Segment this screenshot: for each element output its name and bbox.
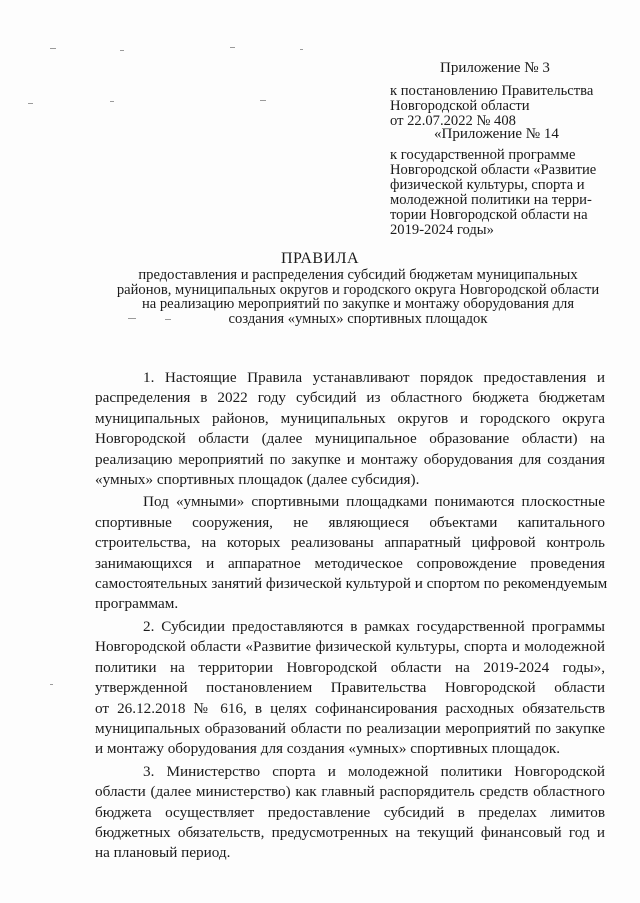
subtitle-line: создания «умных» спортивных площадок: [228, 310, 488, 327]
appendix-14-label: «Приложение № 14: [434, 126, 559, 142]
scan-artifact: [230, 47, 235, 48]
text-line: Новгородской области «Развитие физической культуры, спорта и молодежной: [95, 638, 605, 656]
program-reference: [390, 148, 620, 238]
text-line: бюджетных обязательств, предусмотренных на текущий финансовый год и: [95, 823, 605, 841]
paragraph-1: [95, 368, 605, 490]
text-line: от 26.12.2018 № 616, в целях софинансирования расходных обязательств: [95, 699, 605, 717]
text-line: спортивные сооружения, не являющиеся объектами капитального: [95, 513, 605, 531]
text-line: «умных» спортивных площадок (далее субсидия).: [95, 471, 420, 489]
text-line: самостоятельных занятий физической культурой и спортом по рекомендуемым: [95, 575, 608, 593]
program-line: тории Новгородской области на: [390, 207, 588, 223]
text-line: 2. Субсидии предоставляются в рамках государственной программы: [143, 617, 605, 635]
text-line: программам.: [95, 595, 179, 613]
program-line: физической культуры, спорта и: [390, 177, 585, 193]
text-line: распределения в 2022 году субсидий из областного бюджета бюджетам: [95, 389, 605, 407]
text-line: утвержденной постановлением Правительства Новгородской области: [95, 679, 605, 697]
decree-reference: [390, 84, 620, 129]
text-line: муниципальных образований области по реализации мероприятий по закупке: [95, 719, 605, 737]
paragraph-3: [95, 617, 605, 760]
scan-artifact: [50, 48, 56, 49]
text-line: на плановый период.: [95, 844, 231, 862]
subtitle-line: на реализацию мероприятий по закупке и монтажу оборудования для: [141, 296, 575, 313]
text-line: политики на территории Новгородской области на 2019-2024 годы»,: [95, 658, 605, 676]
appendix-number: Приложение № 3: [440, 60, 550, 76]
paragraph-4: [95, 762, 605, 864]
paragraph-2: [95, 492, 608, 614]
program-line: молодежной политики на терри-: [390, 192, 592, 208]
text-line: занимающихся и аппаратное методическое сопровождение проведения: [95, 554, 605, 572]
text-line: бюджета осуществляет предоставление субсидий в пределах лимитов: [95, 803, 605, 821]
scan-artifact: [260, 100, 266, 101]
subtitle-line: районов, муниципальных округов и городского округа Новгородской области: [116, 281, 600, 298]
text-line: реализацию мероприятий по закупке и монтажу оборудования для создания: [95, 450, 605, 468]
text-line: Новгородской области (далее муниципальное образование области) на: [95, 430, 605, 448]
text-line: строительства, на которых реализованы аппаратный цифровой контроль: [95, 534, 605, 552]
document-subtitle: [110, 268, 606, 326]
scan-artifact: [120, 50, 124, 51]
text-line: области (далее министерство) как главный распорядитель средств областного: [95, 783, 605, 801]
decree-line: Новгородской области: [390, 98, 530, 114]
decree-line: от 22.07.2022 № 408: [390, 113, 516, 129]
text-line: Под «умными» спортивными площадками понимаются плоскостные: [143, 493, 605, 511]
text-line: и монтажу оборудования для создания «умных» спортивных площадок.: [95, 740, 561, 758]
program-line: к государственной программе: [390, 147, 576, 163]
decree-line: к постановлению Правительства: [390, 83, 594, 99]
scan-artifact: [110, 101, 114, 102]
scan-artifact: [50, 684, 53, 685]
program-line: Новгородской области «Развитие: [390, 162, 597, 178]
text-line: 1. Настоящие Правила устанавливают порядок предоставления и: [143, 369, 605, 386]
text-line: 3. Министерство спорта и молодежной политики Новгородской: [143, 762, 605, 780]
program-line: 2019-2024 годы»: [390, 222, 494, 238]
scan-artifact: [300, 49, 303, 50]
subtitle-line: предоставления и распределения субсидий бюджетам муниципальных: [138, 267, 578, 283]
scan-artifact: [28, 103, 33, 104]
document-body: [95, 368, 608, 866]
text-line: муниципальных районов, муниципальных округов и городского округа: [95, 409, 605, 427]
document-title: ПРАВИЛА: [280, 250, 360, 267]
